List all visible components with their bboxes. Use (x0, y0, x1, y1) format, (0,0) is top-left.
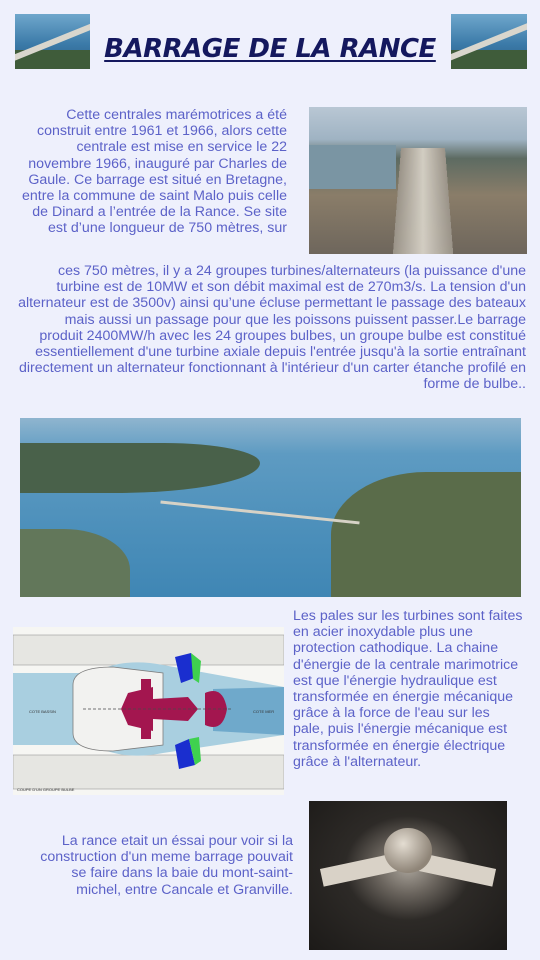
details-paragraph: ces 750 mètres, il y a 24 groupes turbines/alternateurs (la puissance d'une turbine est de 10MW et son débit maximal est de 270m3/s. La tension d'un alternateur est de 3500v) ainsi qu’une écluse permettant le passage des bateaux mais aussi un passage pour que les poissons puissent passer.Le barrage produit 2400MW/h avec les 24 groupes bulbes, un groupe bulbe est constitué essentiellement d'une turbine axiale depuis l'entrée jusqu'à la sortie entraînant directement un alternateur fonctionnant à l'intérieur d'un carter étanche profilé en forme de bulbe.. (18, 263, 526, 393)
photo-water (309, 145, 396, 189)
diagram-label-left: COTE BASSIN (29, 709, 56, 714)
aerial-land-bottom (20, 529, 130, 597)
dam-construction-photo (309, 107, 527, 254)
dam-thumbnail-right (451, 14, 527, 69)
turbine-interior-photo (309, 801, 507, 950)
conclusion-paragraph: La rance etait un éssai pour voir si la construction d'un meme barrage pouvait se faire dans la baie du mont-saint-michel, entre Cancale et Granville. (40, 833, 293, 898)
photo-dam-road (391, 148, 454, 254)
diagram-caption: COUPE D'UN GROUPE BULBE (17, 787, 75, 792)
diagram-label-right: COTE MER (253, 709, 275, 714)
aerial-land-right (331, 472, 521, 597)
aerial-dam (161, 501, 361, 525)
intro-paragraph: Cette centrales marémotrices a été construit entre 1961 et 1966, alors cette centrale est mise en service le 22 novembre 1966, inauguré par Charles de Gaule. Ce barrage est situé en Bretagne, entre la commune de saint Malo puis celle de Dinard a l’entrée de la Rance. Se site est d’une longueur de 750 mètres, sur (22, 107, 287, 237)
dam-thumbnail-left (15, 14, 90, 69)
aerial-land-left (20, 443, 260, 493)
aerial-photo (20, 418, 521, 597)
page-title: BARRAGE DE LA RANCE (104, 34, 436, 64)
energy-paragraph: Les pales sur les turbines sont faites en acier inoxydable plus une protection cathodique. La chaine d'énergie de la centrale marimotrice est que l'énergie hydraulique est transformée en énergie mécanique grâce à la force de l'eau sur les pale, puis l'énergie mécanique est transformée en énergie électrique grâce à l'alternateur. (293, 608, 523, 770)
bulb-turbine-diagram (13, 627, 284, 795)
turbine-diagram-svg (13, 627, 284, 795)
turbine-hub (384, 828, 432, 873)
